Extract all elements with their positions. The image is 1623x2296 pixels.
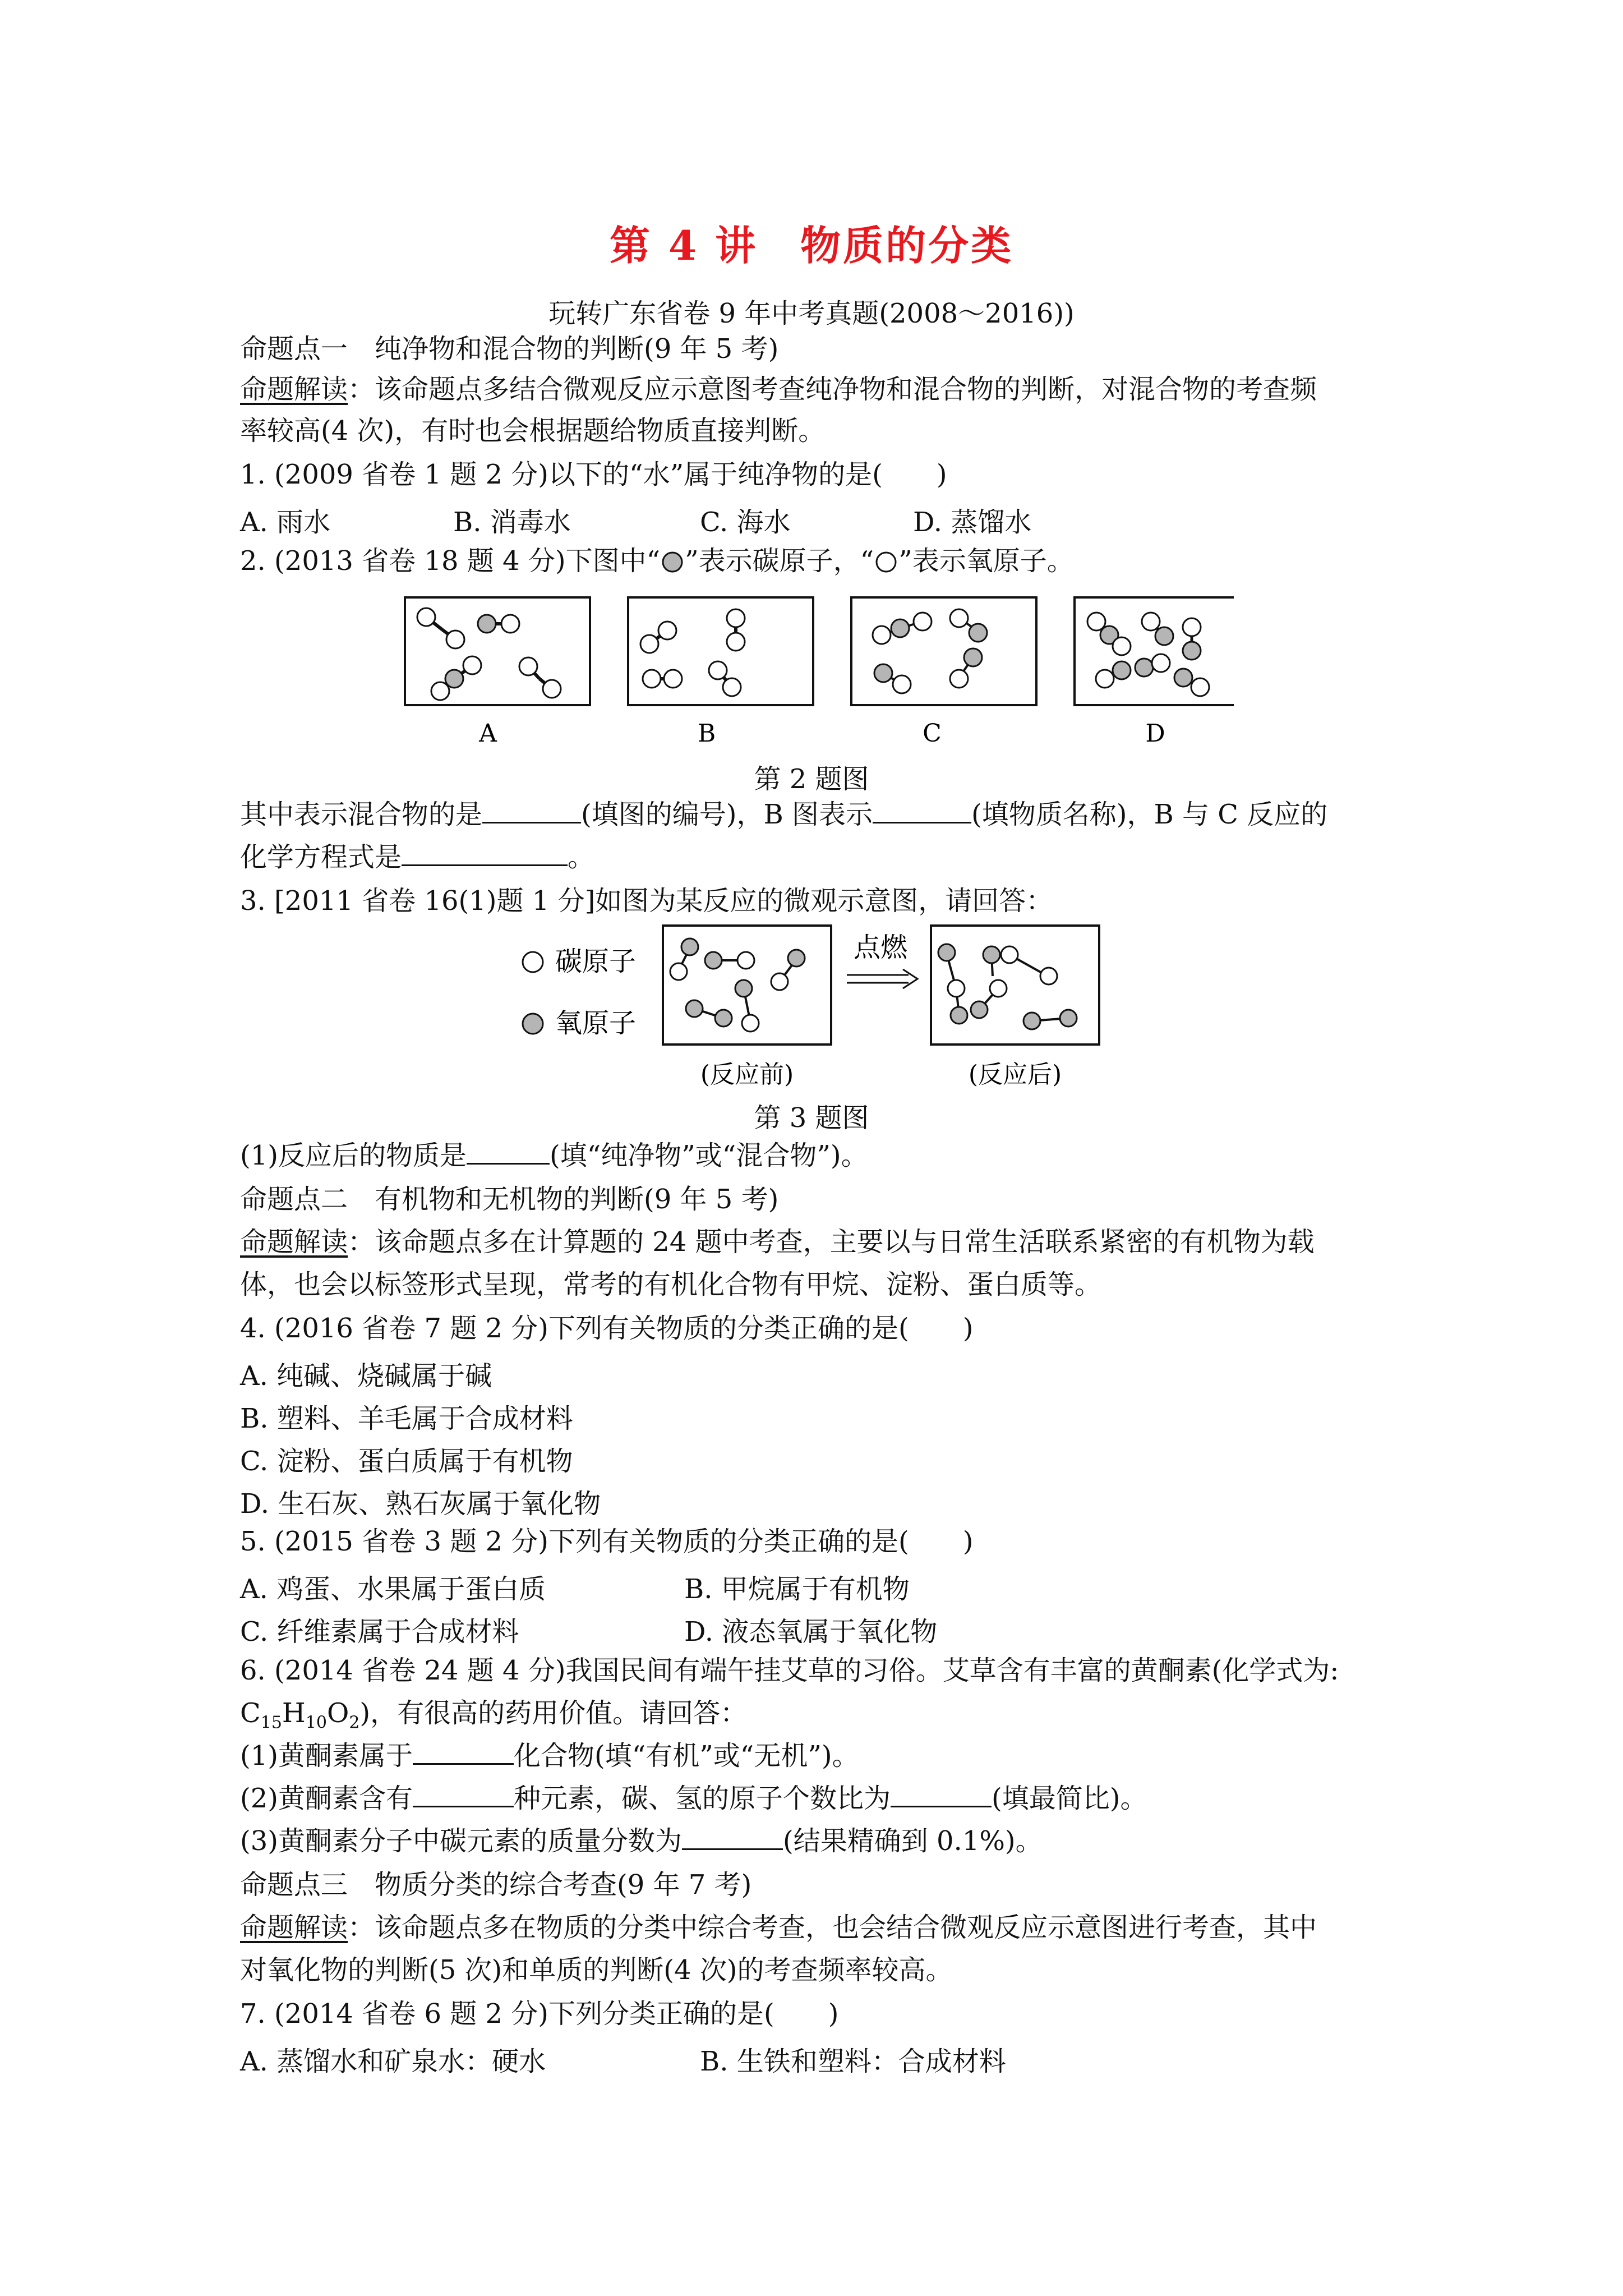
topic3-heading: 命题点三 物质分类的综合考查(9 年 7 考): [240, 1869, 752, 1901]
q3-stem: 3. [2011 省卷 16(1)题 1 分]如图为某反应的微观示意图，请回答：: [240, 885, 1053, 917]
q5-option-b: B. 甲烷属于有机物: [684, 1573, 910, 1605]
q5-option-a: A. 鸡蛋、水果属于蛋白质: [240, 1573, 546, 1605]
q2-label-d: D: [1145, 719, 1165, 748]
oxygen-legend-icon: [523, 1014, 543, 1034]
reaction-arrow-icon: [847, 969, 917, 988]
q1-stem: 1. (2009 省卷 1 题 2 分)以下的“水”属于纯净物的是( ): [240, 459, 947, 490]
q2-label-c: C: [923, 719, 942, 748]
q3-after-label: (反应后): [968, 1060, 1062, 1088]
q2-label-b: B: [697, 719, 716, 748]
q4-stem: 4. (2016 省卷 7 题 2 分)下列有关物质的分类正确的是( ): [240, 1313, 974, 1344]
q6-sub1: (1)黄酮素属于 化合物(填“有机”或“无机”)。: [240, 1740, 859, 1772]
q3-arrow-label: 点燃: [853, 932, 908, 963]
q4-option-b: B. 塑料、羊毛属于合成材料: [240, 1403, 573, 1434]
q3-sub1: (1)反应后的物质是 (填“纯净物”或“混合物”)。: [240, 1140, 868, 1171]
page-subtitle: 玩转广东省卷 9 年中考真题(2008～2016)): [548, 298, 1075, 329]
q2-question-line2: 化学方程式是 。: [240, 841, 595, 873]
q6-sub2: (2)黄酮素含有 种元素，碳、氢的原子个数比为 (填最简比)。: [240, 1783, 1147, 1814]
carbon-legend-icon: [523, 952, 543, 972]
q4-option-c: C. 淀粉、蛋白质属于有机物: [240, 1446, 573, 1477]
answer-blank[interactable]: [891, 1782, 992, 1807]
q6-stem: 6. (2014 省卷 24 题 4 分)我国民间有端午挂艾草的习俗。艾草含有丰富的黄酮素(化学式为:: [240, 1655, 1339, 1686]
q3-legend-carbon: 碳原子: [555, 946, 637, 977]
topic1-reading: [240, 372, 1317, 406]
answer-blank[interactable]: [402, 841, 568, 866]
q4-option-d: D. 生石灰、熟石灰属于氧化物: [240, 1488, 601, 1520]
q1-option-b: B. 消毒水: [453, 507, 571, 538]
q1-option-d: D. 蒸馏水: [913, 507, 1032, 538]
topic3-reading-cont: 对氧化物的判断(5 次)和单质的判断(4 次)的考查频率较高。: [240, 1954, 953, 1986]
q2-stem: 2. (2013 省卷 18 题 4 分)下图中“ ”表示碳原子，“ ”表示氧原子。: [240, 545, 1074, 577]
q3-figure: [516, 920, 1110, 1088]
answer-blank[interactable]: [413, 1740, 514, 1765]
q3-before-label: (反应前): [700, 1060, 794, 1088]
page-title: 第 4 讲 物质的分类: [609, 222, 1014, 269]
topic1-heading: 命题点一 纯净物和混合物的判断(9 年 5 考): [240, 333, 779, 365]
q5-option-d: D. 液态氧属于氧化物: [684, 1616, 938, 1648]
carbon-atom-icon: [660, 550, 685, 574]
q7-option-b: B. 生铁和塑料：合成材料: [700, 2046, 1006, 2077]
topic2-reading-cont: 体，也会以标签形式呈现，常考的有机化合物有甲烷、淀粉、蛋白质等。: [240, 1269, 1102, 1300]
q2-figure: [393, 595, 1234, 752]
q7-option-a: A. 蒸馏水和矿泉水：硬水: [240, 2046, 546, 2077]
oxygen-atom-icon: [874, 550, 898, 574]
q4-option-a: A. 纯碱、烧碱属于碱: [240, 1360, 492, 1392]
q7-stem: 7. (2014 省卷 6 题 2 分)下列分类正确的是( ): [240, 1998, 839, 2030]
q6-sub3: (3)黄酮素分子中碳元素的质量分数为 (结果精确到 0.1%)。: [240, 1825, 1043, 1857]
q2-question-line1: 其中表示混合物的是 (填图的编号)，B 图表示 (填物质名称)，B 与 C 反应的: [240, 799, 1328, 830]
reading-label: 命题解读: [240, 1226, 348, 1258]
q2-label-a: A: [479, 719, 497, 748]
q3-legend-oxygen: 氧原子: [555, 1007, 637, 1039]
topic2-reading: 命题解读：该命题点多在计算题的 24 题中考查，主要以与日常生活联系紧密的有机物为载: [240, 1226, 1315, 1258]
topic1-reading-cont: 率较高(4 次)，有时也会根据题给物质直接判断。: [240, 415, 826, 447]
answer-blank[interactable]: [482, 798, 581, 823]
q1-option-c: C. 海水: [700, 507, 791, 538]
answer-blank[interactable]: [873, 798, 971, 823]
topic3-reading: 命题解读：该命题点多在物质的分类中综合考查，也会结合微观反应示意图进行考查，其中: [240, 1912, 1317, 1943]
reading-label: 命题解读: [240, 374, 348, 405]
answer-blank[interactable]: [467, 1139, 550, 1165]
q5-option-c: C. 纤维素属于合成材料: [240, 1616, 519, 1648]
reading-label: 命题解读: [240, 1912, 348, 1943]
reading-text: ：该命题点多结合微观反应示意图考查纯净物和混合物的判断，对混合物的考查频: [348, 374, 1317, 405]
topic2-heading: 命题点二 有机物和无机物的判断(9 年 5 考): [240, 1184, 779, 1215]
q1-option-a: A. 雨水: [240, 507, 331, 538]
q5-stem: 5. (2015 省卷 3 题 2 分)下列有关物质的分类正确的是( ): [240, 1526, 974, 1557]
q6-formula-line: $C_{15}H_{10}O_2$)，有很高的药用价值。请回答：: [240, 1697, 748, 1733]
answer-blank[interactable]: [682, 1825, 783, 1850]
answer-blank[interactable]: [413, 1782, 514, 1807]
q3-caption: 第 3 题图: [754, 1102, 869, 1134]
q2-caption: 第 2 题图: [754, 763, 869, 795]
